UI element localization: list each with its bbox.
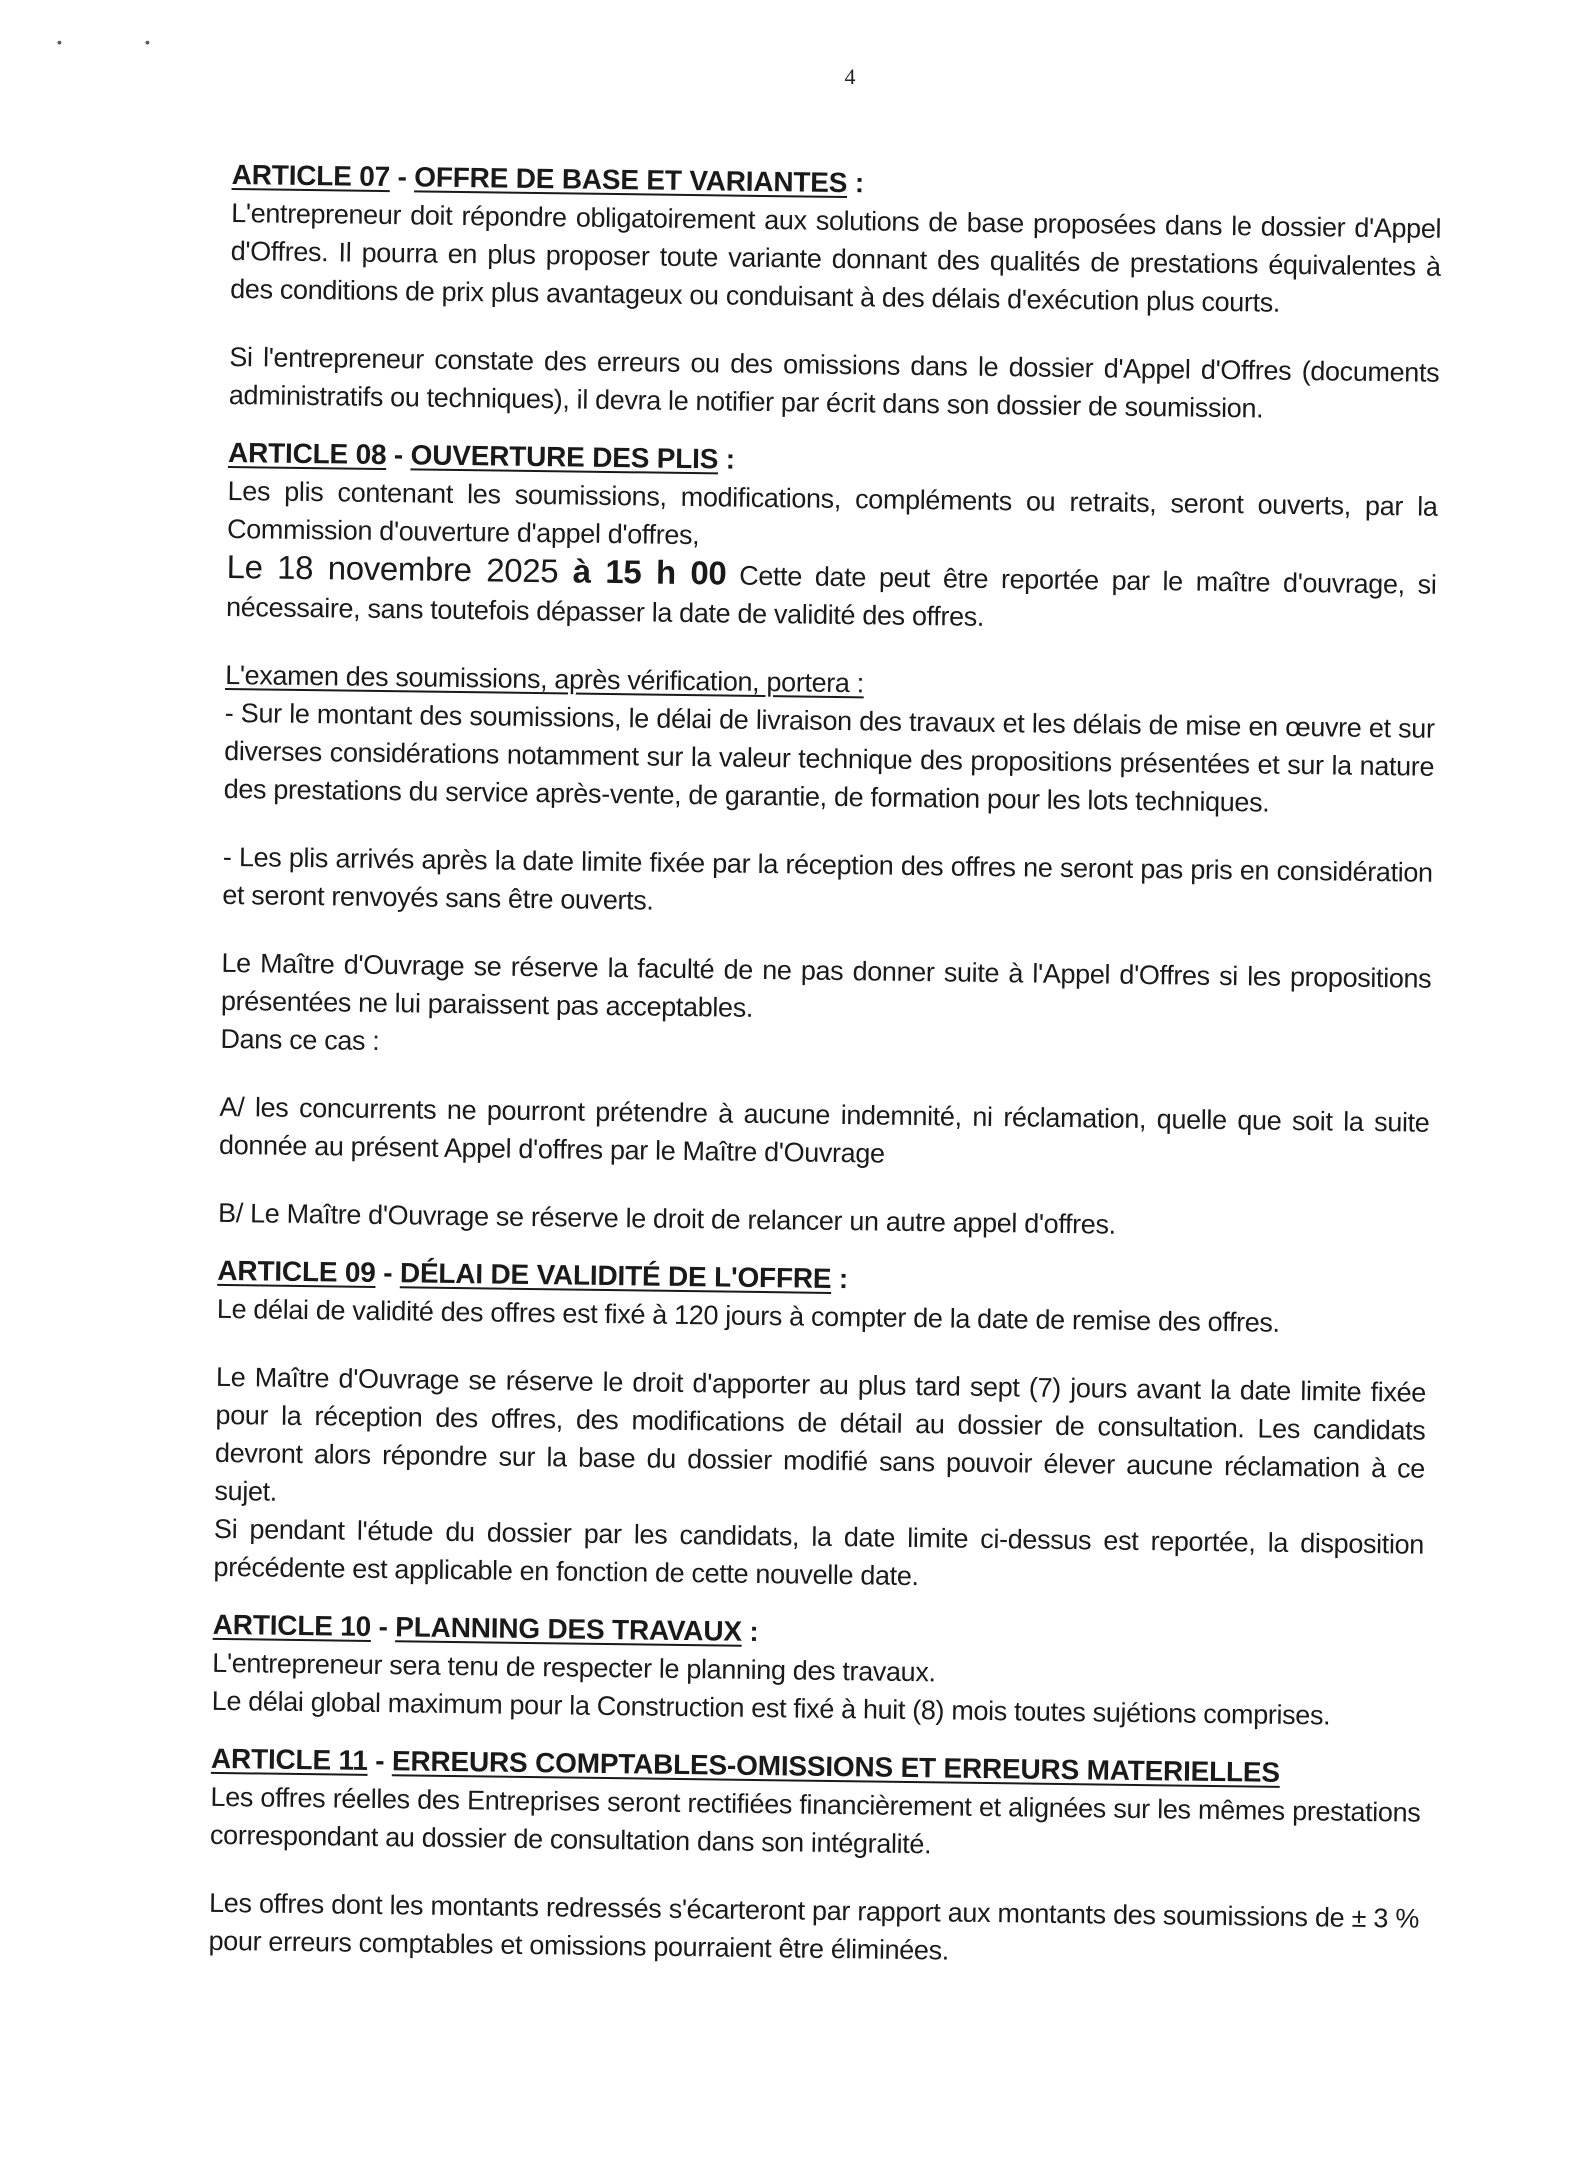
article-title: OUVERTURE DES PLIS: [410, 439, 719, 475]
article-title: PLANNING DES TRAVAUX: [395, 1611, 743, 1647]
article-title: ERREURS COMPTABLES-OMISSIONS ET ERREURS MATERIELLES: [391, 1745, 1281, 1788]
heading-suffix: :: [717, 443, 736, 475]
article-10: [212, 1606, 1423, 1736]
heading-separator: -: [367, 1744, 393, 1777]
heading-separator: -: [370, 1610, 396, 1643]
case-b: B/ Le Maître d'Ouvrage se réserve le droit de relancer un autre appel d'offres.: [217, 1197, 1116, 1240]
paragraph: Le Maître d'Ouvrage se réserve le droit d'apporter au plus tard sept (7) jours avant la date limite fixée pour la réception des offres, des modifications de détail au dossier de consultation. Les candidats devront alors répondre sur la base du dossier modifié sans pouvoir élever aucune réclamation à ce sujet.: [214, 1361, 1427, 1507]
article-number: ARTICLE 08: [227, 436, 387, 471]
heading-separator: -: [375, 1256, 401, 1289]
scan-speck: •: [57, 34, 62, 50]
article-number: ARTICLE 07: [231, 158, 391, 193]
paragraph: L'entrepreneur sera tenu de respecter le planning des travaux.: [212, 1647, 936, 1688]
paragraph: Le délai global maximum pour la Construction est fixé à huit (8) mois toutes sujétions comprises.: [211, 1685, 1331, 1731]
exam-item: - Les plis arrivés après la date limite fixée par la réception des offres ne seront pas pris en considération et seront renvoyés sans être ouverts.: [222, 841, 1433, 916]
heading-suffix: :: [847, 167, 865, 199]
date-note: Cette date peut être reportée par le maître d'ouvrage, si nécessaire, sans toutefois dépasser la date de validité des offres.: [225, 560, 1437, 632]
heading-separator: -: [389, 161, 415, 193]
exam-item: - Sur le montant des soumissions, le délai de livraison des travaux et les délais de mise en œuvre et sur diverses considérations notamment sur la valeur technique des propositions présentées et sur la nature des prestations du service après-vente, de garantie, de formation pour les lots techniques.: [223, 697, 1435, 818]
case-label: Dans ce cas :: [220, 1023, 380, 1057]
article-08: [218, 434, 1438, 1248]
paragraph: Les plis contenant les soumissions, modifications, compléments ou retraits, seront ouverts, par la Commission d'ouverture d'appel d'offres,: [226, 475, 1438, 551]
article-09: [213, 1252, 1427, 1602]
exam-heading: L'examen des soumissions, après vérification, portera :: [225, 659, 865, 699]
paragraph: Le délai de validité des offres est fixé à 120 jours à compter de la date de remise des offres.: [216, 1293, 1280, 1338]
paragraph: Si l'entrepreneur constate des erreurs ou des omissions dans le dossier d'Appel d'Offres (documents administratifs ou techniques), il devra le notifier par écrit dans son dossier de soumission.: [228, 341, 1440, 424]
paragraph: L'entrepreneur doit répondre obligatoirement aux solutions de base proposées dans le dossier d'Appel d'Offres. Il pourra en plus proposer toute variante donnant des qualités de prestations équivalentes à des conditions de prix plus avantageux ou conduisant à des délais d'exécution plus courts.: [230, 197, 1442, 318]
scan-speck: •: [145, 34, 150, 50]
paragraph: Les offres dont les montants redressés s'écarteront par rapport aux montants des soumissions de ± 3 % pour erreurs comptables et omissions pourraient être éliminées.: [208, 1887, 1420, 1966]
document-body: [208, 156, 1442, 1976]
heading-suffix: :: [741, 1615, 759, 1648]
paragraph: Le Maître d'Ouvrage se réserve la faculté de ne pas donner suite à l'Appel d'Offres si les propositions présentées ne lui paraissent pas acceptables.: [220, 947, 1432, 1023]
case-a: A/ les concurrents ne pourront prétendre à aucune indemnité, ni réclamation, quelle que soit la suite donnée au présent Appel d'offres par le Maître d'Ouvrage: [218, 1091, 1430, 1169]
paragraph: Si pendant l'étude du dossier par les candidats, la date limite ci-dessus est reportée, la disposition précédente est applicable en fonction de cette nouvelle date.: [213, 1513, 1425, 1592]
opening-date: Le 18 novembre 2025: [226, 547, 559, 590]
article-07: [229, 156, 1442, 430]
article-title: DÉLAI DE VALIDITÉ DE L'OFFRE: [399, 1257, 832, 1294]
heading-separator: -: [386, 439, 411, 471]
page-number: 4: [844, 64, 856, 89]
opening-time: à 15 h 00: [558, 552, 727, 592]
article-number: ARTICLE 11: [210, 1742, 368, 1776]
article-title: OFFRE DE BASE ET VARIANTES: [414, 161, 848, 199]
heading-suffix: :: [831, 1262, 849, 1295]
article-number: ARTICLE 10: [212, 1608, 372, 1642]
article-11: [208, 1740, 1421, 1976]
opening-date-paragraph: [226, 548, 1437, 642]
article-number: ARTICLE 09: [217, 1254, 376, 1288]
paragraph: Les offres réelles des Entreprises seront rectifiées financièrement et alignées sur les mêmes prestations correspondant au dossier de consultation dans son intégralité.: [209, 1781, 1421, 1860]
